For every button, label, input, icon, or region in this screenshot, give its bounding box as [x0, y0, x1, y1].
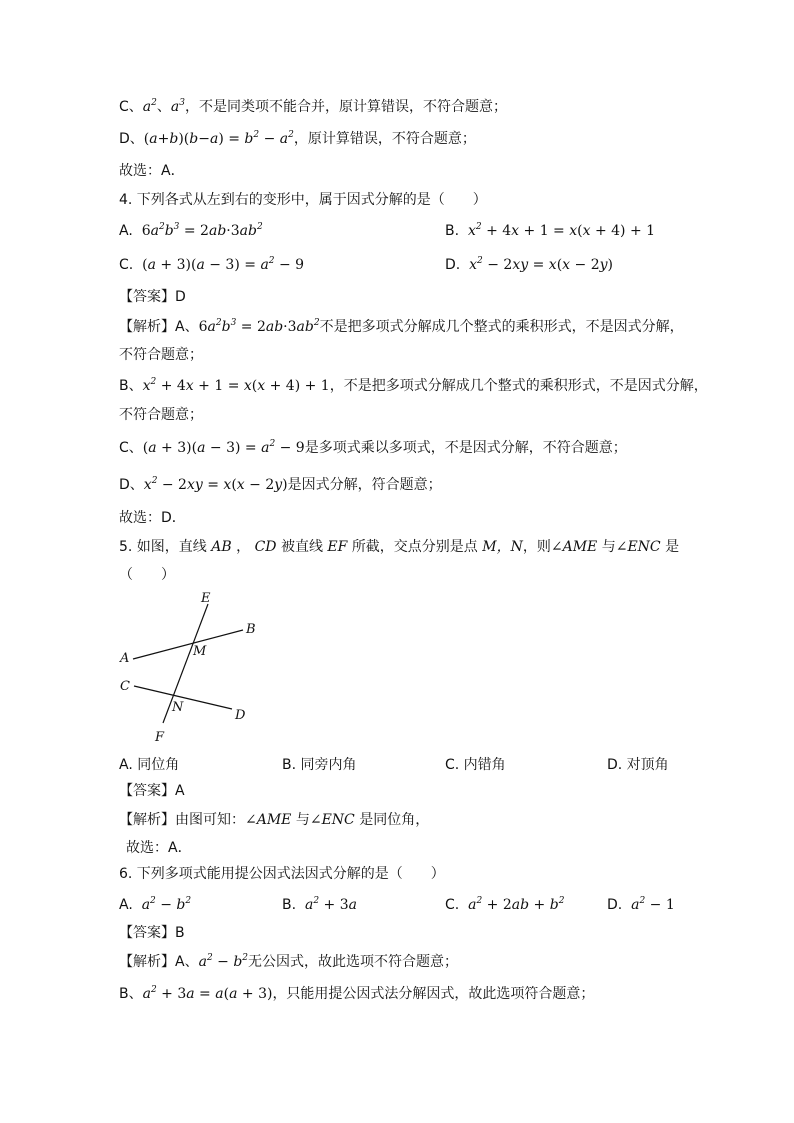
- label-d: D: [235, 708, 246, 723]
- angle-label: ∠AME: [245, 812, 292, 828]
- line-cd-label: CD: [254, 539, 277, 555]
- question-paren: （ ）: [119, 567, 175, 583]
- option-b: [445, 221, 655, 241]
- explanation-line: [119, 952, 458, 972]
- stem-text: 被直线: [280, 539, 323, 555]
- math-expression: $x^2 + 4x + 1 = x(x + 4) + 1$: [467, 222, 656, 239]
- text-line: C、$a^2$、$a^3$，不是同类项不能合并，原计算错误，不符合题意；: [119, 98, 507, 115]
- math-expression: $a^2$: [142, 98, 157, 115]
- option-c: C. 内错角: [445, 757, 506, 773]
- math-expression: $a^3$: [170, 98, 185, 115]
- explanation-text: 与: [295, 812, 310, 828]
- option-label: D.: [607, 897, 623, 913]
- question-stem: 4. 下列各式从左到右的变形中，属于因式分解的是（ ）: [119, 192, 487, 208]
- answer-line: 【答案】D: [119, 289, 186, 305]
- option-d: [607, 895, 675, 915]
- math-expression: $a^2 - 1$: [631, 896, 675, 913]
- stem-text: ，则: [522, 539, 551, 555]
- math-expression: $(a + 3)(a - 3) = a^2 - 9$: [142, 439, 305, 456]
- explanation-label: C、: [119, 440, 143, 456]
- explanation-label: B、: [119, 986, 143, 1002]
- option-label: A.: [119, 897, 133, 913]
- stem-text: 所截，交点分别是点: [351, 539, 478, 555]
- option-b: [282, 895, 357, 915]
- angle-label: ∠ENC: [309, 812, 355, 828]
- math-expression: $a^2 + 2ab + b^2$: [468, 896, 565, 913]
- explanation-label: B、: [119, 378, 143, 394]
- explanation-text: 是同位角，: [359, 812, 430, 828]
- explanation-text: ，不是同类项不能合并，原计算错误，不符合题意；: [184, 99, 507, 115]
- math-expression: $6a^2b^3 = 2ab\cdot 3ab^2$: [141, 222, 263, 239]
- answer-selection: 故选：A．: [119, 163, 185, 179]
- answer-selection: 故选：A．: [126, 840, 192, 856]
- option-b: B. 同旁内角: [282, 757, 357, 773]
- explanation-label: D、: [119, 477, 144, 493]
- label-c: C: [120, 679, 130, 694]
- explanation-text: 是多项式乘以多项式，不是因式分解，不符合题意；: [304, 440, 627, 456]
- explanation-label: 【解析】A、: [119, 319, 199, 335]
- math-expression: $a^2 + 3a$: [304, 896, 357, 913]
- line-ef: [163, 604, 208, 723]
- explanation-line: 不符合题意；: [119, 407, 203, 423]
- explanation-line: [119, 317, 684, 337]
- stem-text: 与: [601, 539, 616, 555]
- option-label: C、: [119, 99, 143, 115]
- answer-line: 【答案】A: [119, 783, 185, 799]
- line-ef-label: EF: [327, 539, 348, 555]
- option-label: D、: [119, 131, 144, 147]
- option-a: A. 同位角: [119, 757, 180, 773]
- explanation-line: [119, 376, 708, 396]
- explanation-text: 不是把多项式分解成几个整式的乘积形式，不是因式分解，: [319, 319, 684, 335]
- explanation-text: ，原计算错误，不符合题意；: [293, 131, 476, 147]
- option-label: A.: [119, 223, 133, 239]
- explanation-line: [119, 475, 442, 495]
- math-expression: $(a+b)(b-a) = b^2 - a^2$: [143, 130, 294, 147]
- option-c: [445, 895, 564, 915]
- option-label: B.: [445, 223, 460, 239]
- line-ab-label: AB: [211, 539, 232, 555]
- math-expression: $x^2 - 2xy = x(x - 2y)$: [469, 256, 613, 273]
- points-label: M，N: [482, 539, 523, 555]
- explanation-line: [119, 984, 594, 1004]
- explanation-line: [119, 810, 429, 830]
- option-label: B.: [282, 897, 297, 913]
- math-expression: $a^2 + 3a = a(a + 3)$: [142, 985, 273, 1002]
- math-expression: $x^2 - 2xy = x(x - 2y)$: [143, 476, 288, 493]
- option-a: [119, 895, 191, 915]
- answer-selection: 故选：D．: [119, 510, 186, 526]
- text-line: [119, 129, 476, 149]
- label-a: A: [120, 651, 130, 666]
- math-expression: $a^2 - b^2$: [198, 953, 249, 970]
- explanation-text: ，不是把多项式分解成几个整式的乘积形式，不是因式分解，: [329, 378, 708, 394]
- stem-text: 是: [665, 539, 680, 555]
- option-d: D. 对顶角: [607, 757, 669, 773]
- label-f: F: [155, 730, 165, 745]
- label-b: B: [246, 622, 256, 637]
- option-label: D.: [445, 257, 461, 273]
- math-expression: $6a^2b^3 = 2ab\cdot 3ab^2$: [198, 318, 320, 335]
- explanation-text: 是因式分解，符合题意；: [287, 477, 442, 493]
- answer-line: 【答案】B: [119, 925, 185, 941]
- angle-label: ∠AME: [550, 539, 598, 555]
- option-d: [445, 255, 613, 275]
- explanation-text: ，只能用提公因式法分解因式，故此选项符合题意；: [272, 986, 595, 1002]
- label-m: M: [193, 644, 207, 659]
- stem-text: 5. 如图，直线: [119, 539, 207, 555]
- line-ab: [133, 630, 243, 659]
- explanation-line: 不符合题意；: [119, 347, 203, 363]
- label-n: N: [172, 700, 184, 715]
- explanation-line: [119, 438, 627, 458]
- option-label: C.: [119, 257, 134, 273]
- geometry-figure: [115, 590, 265, 750]
- option-label: C.: [445, 897, 460, 913]
- math-expression: $x^2 + 4x + 1 = x(x + 4) + 1$: [142, 377, 330, 394]
- explanation-label: 【解析】由图可知：: [119, 812, 245, 828]
- option-c: [119, 255, 304, 275]
- angle-label: ∠ENC: [615, 539, 661, 555]
- explanation-text: 无公因式，故此选项不符合题意；: [248, 954, 459, 970]
- math-expression: $a^2 - b^2$: [141, 896, 192, 913]
- math-expression: $(a + 3)(a - 3) = a^2 - 9$: [142, 256, 305, 273]
- question-stem: 6. 下列多项式能用提公因式法因式分解的是（ ）: [119, 866, 445, 882]
- label-e: E: [201, 591, 211, 606]
- question-stem: 5. 如图，直线 AB ， CD 被直线 EF 所截，交点分别是点 M，N，则∠AME 与∠ENC 是: [119, 539, 680, 555]
- explanation-label: 【解析】A、: [119, 954, 199, 970]
- option-a: [119, 221, 263, 241]
